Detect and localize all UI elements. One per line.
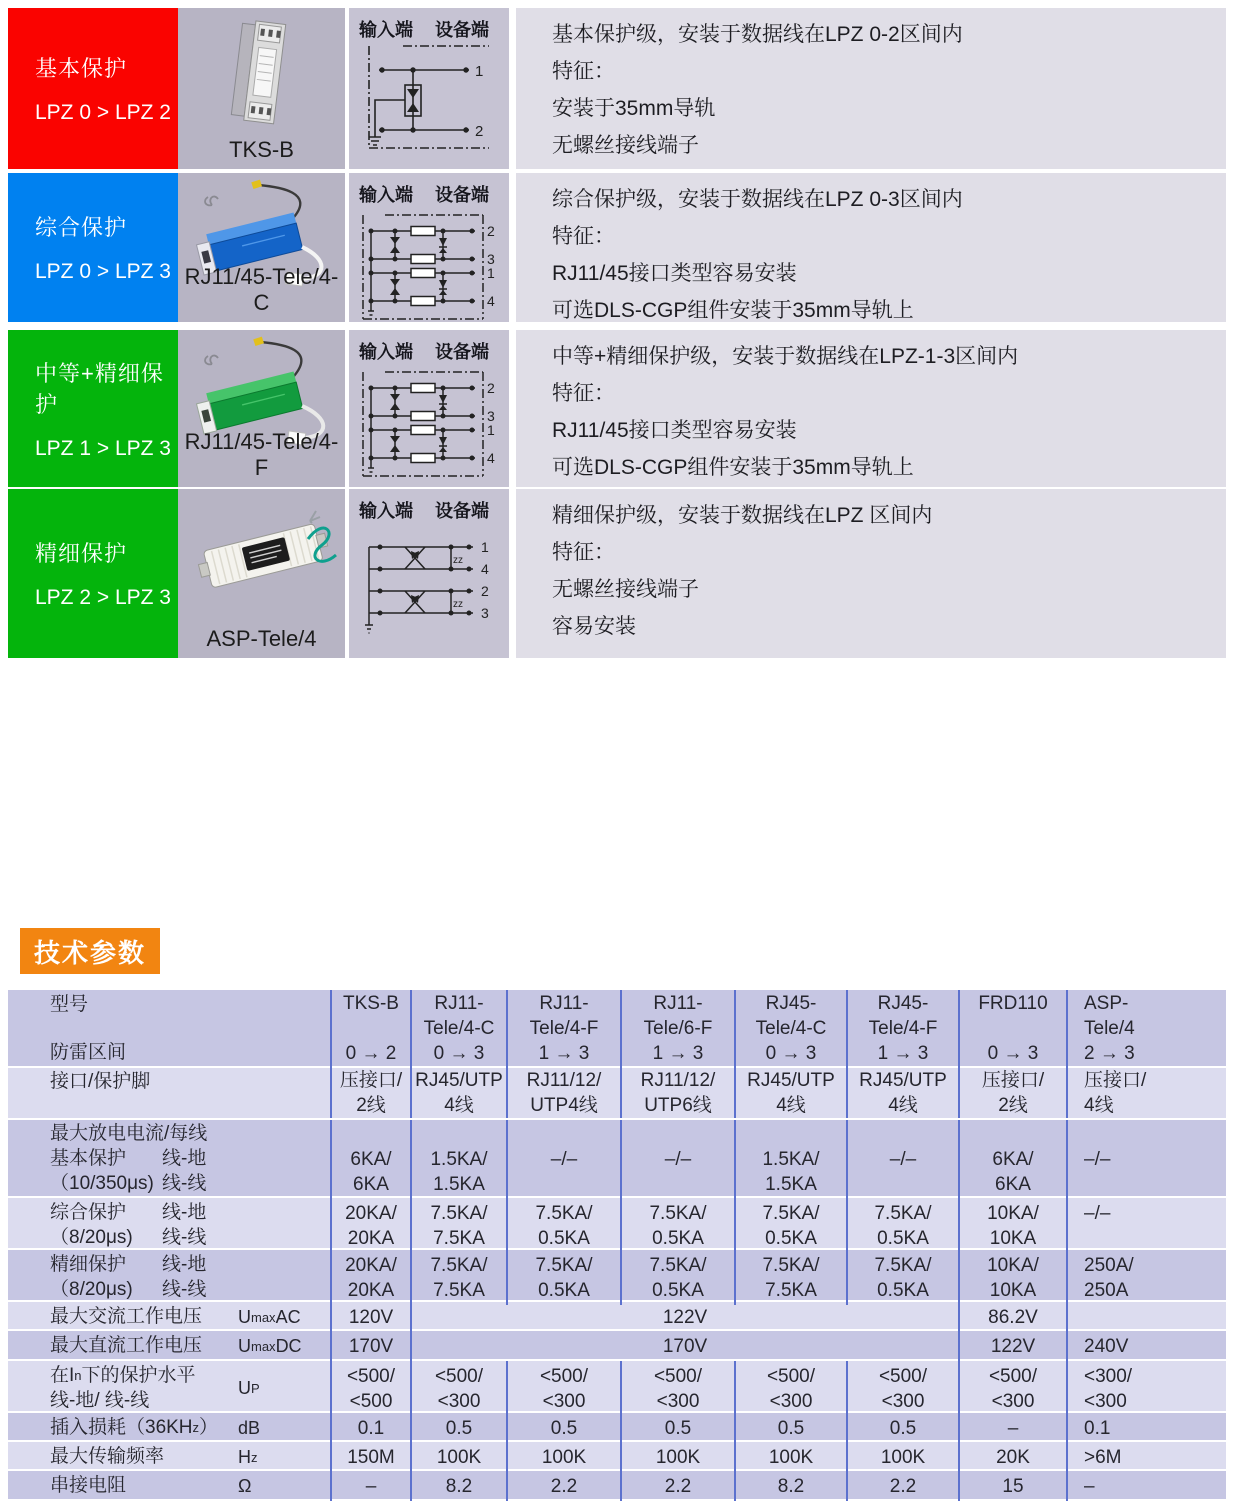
sym-cell: Ω [238, 1475, 252, 1496]
description-line: 综合保护级，安装于数据线在LPZ 0-3区间内 [552, 188, 963, 211]
tech-cell: 100K [410, 1442, 506, 1472]
tech-cell-merged: 170V [410, 1331, 958, 1361]
protection-label [8, 173, 178, 322]
tech-row-label: 插入损耗（36KH z ） [50, 1417, 219, 1438]
tech-cell: <500/ <300 [734, 1361, 846, 1416]
protection-label [8, 489, 178, 658]
tech-cell: <500/ <500 [330, 1361, 410, 1416]
tech-row-discharge-basic [8, 1118, 1226, 1196]
tech-cell: RJ11/12/ UTP4线 [506, 1068, 620, 1118]
sym-cell [238, 990, 330, 1068]
product-cell [178, 330, 345, 487]
tech-row-label: 最大交流工作电压 [50, 1306, 203, 1327]
model-name: Tele/4-F [529, 1018, 599, 1039]
description-line: 中等+精细保护级，安装于数据线在LPZ-1-3区间内 [552, 345, 1019, 368]
tech-cell: 0.5 [734, 1413, 846, 1443]
diagram-input-label: 输入端 [359, 342, 413, 362]
tech-cell: 10KA/ 10KA [958, 1250, 1066, 1305]
pin-label: 1 [475, 63, 484, 80]
description-line: 可选DLS-CGP组件安装于35mm导轨上 [552, 299, 914, 322]
pin-label: 1 [487, 265, 495, 281]
model-name: TKS-B [343, 993, 399, 1014]
product-image-tks-b [187, 10, 337, 132]
tech-cell: 150M [330, 1442, 410, 1472]
tech-cell: – [1066, 1471, 1226, 1501]
description-line: 特征： [552, 541, 615, 564]
tech-cell: 120V [330, 1302, 410, 1332]
tech-row-label: 综合保护 线-地 （8/20μs) 线-线 [50, 1202, 207, 1248]
model-name: RJ11- [539, 993, 589, 1014]
tech-cell: 20K [958, 1442, 1066, 1472]
discharge-title: 最大放电电流/每线 [50, 1123, 208, 1144]
tech-row-db [8, 1411, 1226, 1440]
zone-value: 2 → 3 [1084, 1043, 1135, 1064]
tech-row-umax-ac [8, 1300, 1226, 1329]
tech-cell: 20KA/ 20KA [330, 1198, 410, 1253]
protection-row [8, 8, 1226, 169]
tech-cell [410, 990, 506, 1068]
product-image-asp-tele4 [180, 491, 344, 621]
model-name: Tele/6-F [643, 1018, 713, 1039]
pin-label: 4 [487, 450, 495, 466]
tech-cell [846, 990, 958, 1068]
description-cell [516, 8, 1226, 169]
divider [509, 330, 516, 487]
zener-glyph: zz [453, 599, 463, 610]
diagram-device-label: 设备端 [435, 20, 489, 40]
tech-cell: <500/ <300 [410, 1361, 506, 1416]
tech-row-label: 最大放电电流/每线 基本保护 线-地 （10/350μs) 线-线 [8, 1120, 330, 1199]
sym-cell [238, 1068, 330, 1118]
tech-row-label: 最大传输频率 [50, 1446, 165, 1467]
description-line: RJ11/45接口类型容易安装 [552, 262, 797, 285]
circuit-diagram-cell [349, 173, 509, 322]
lpz-range: LPZ 0 > LPZ 3 [35, 260, 171, 283]
tech-row-hz [8, 1440, 1226, 1469]
description-cell [516, 330, 1226, 487]
pin-label: 3 [487, 408, 495, 424]
zone-value: 1 → 3 [877, 1043, 929, 1064]
tech-cell: 7.5KA/ 0.5KA [846, 1198, 958, 1253]
tech-row-ohm [8, 1469, 1226, 1499]
model-name: RJ45- [765, 993, 817, 1014]
tech-row-label: 最大直流工作电压 [50, 1335, 203, 1356]
tech-cell [620, 990, 734, 1068]
tech-row-model [8, 988, 1226, 1066]
model-name: Tele/4-C [755, 1018, 827, 1039]
tech-cell: – [330, 1471, 410, 1501]
tech-row-discharge-fine [8, 1248, 1226, 1300]
description-line: 可选DLS-CGP组件安装于35mm导轨上 [552, 456, 914, 479]
tech-table [8, 988, 1226, 1499]
protection-row [8, 330, 1226, 487]
tech-cell: 2.2 [620, 1471, 734, 1501]
tech-cell: RJ11/12/ UTP6线 [620, 1068, 734, 1118]
model-name: RJ11- [434, 993, 484, 1014]
model-name [343, 1016, 399, 1041]
tech-cell: 1.5KA/ 1.5KA [734, 1120, 846, 1199]
lpz-range: LPZ 1 > LPZ 3 [35, 436, 171, 460]
circuit-diagram-cell [349, 8, 509, 169]
model-name: FRD110 [978, 993, 1048, 1014]
sym-cell: U P [238, 1378, 260, 1398]
tech-row-up [8, 1359, 1226, 1411]
model-name: RJ11- [653, 993, 703, 1014]
section-title-badge: 技术参数 [20, 928, 160, 974]
tech-cell [506, 990, 620, 1068]
tech-cell: <300/ <300 [1066, 1361, 1226, 1416]
protection-name: 中等+精细保护 [35, 360, 164, 417]
pin-label: 1 [481, 539, 489, 555]
diagram-input-label: 输入端 [359, 20, 413, 40]
tech-cell: 15 [958, 1471, 1066, 1501]
model-name: Tele/4-C [423, 1018, 495, 1039]
zone-value: 0 → 2 [345, 1043, 397, 1064]
description-line: 特征： [552, 225, 615, 248]
description-line: RJ11/45接口类型容易安装 [552, 419, 797, 442]
lpz-range: LPZ 0 > LPZ 2 [35, 101, 171, 124]
tech-cell: –/– [1066, 1120, 1226, 1199]
tech-cell: –/– [506, 1120, 620, 1199]
pin-label: 4 [481, 561, 489, 577]
description-line: 容易安装 [552, 615, 636, 638]
product-name: RJ11/45-Tele/4-C [184, 264, 339, 315]
circuit-diagram-cell [349, 489, 509, 658]
pin-label: 2 [475, 123, 484, 140]
circuit-diagram-cell [349, 330, 509, 487]
tech-cell: 86.2V [958, 1302, 1066, 1332]
tech-cell: 100K [734, 1442, 846, 1472]
protection-name: 精细保护 [35, 541, 128, 566]
tech-cell: 6KA/ 6KA [330, 1120, 410, 1199]
protection-name: 综合保护 [35, 215, 128, 240]
sym-cell: U max AC [238, 1306, 301, 1327]
tech-row-discharge-comp [8, 1196, 1226, 1248]
tech-cell: RJ45/UTP 4线 [734, 1068, 846, 1118]
tech-cell [1066, 990, 1226, 1068]
tech-cell: 0.5 [410, 1413, 506, 1443]
tech-cell: 6KA/ 6KA [958, 1120, 1066, 1199]
zone-value: 1 → 3 [538, 1043, 590, 1064]
tech-row-interface [8, 1066, 1226, 1118]
pin-label: 2 [481, 583, 489, 599]
tech-cell: 2.2 [506, 1471, 620, 1501]
circuit-diagram [355, 207, 501, 329]
product-name: RJ11/45-Tele/4-F [184, 429, 339, 480]
model-name: ASP- [1084, 993, 1129, 1014]
model-name: RJ45- [877, 993, 929, 1014]
protection-label [8, 8, 178, 169]
tech-cell: 0.5 [846, 1413, 958, 1443]
product-cell [178, 8, 345, 169]
description-line: 特征： [552, 382, 615, 405]
model-label: 型号 [50, 994, 89, 1015]
divider [509, 489, 516, 658]
tech-row-umax-dc [8, 1329, 1226, 1359]
tech-cell: 0.5 [506, 1413, 620, 1443]
tech-cell: 2.2 [846, 1471, 958, 1501]
zener-glyph: zz [453, 555, 463, 566]
tech-cell: 7.5KA/ 0.5KA [734, 1198, 846, 1253]
description-line: 无螺丝接线端子 [552, 578, 699, 601]
product-cell [178, 489, 345, 658]
tech-cell [958, 990, 1066, 1068]
tech-cell [330, 990, 410, 1068]
zone-value: 0 → 3 [433, 1043, 485, 1064]
tech-cell-merged: 122V [410, 1302, 958, 1332]
pin-label: 2 [487, 380, 495, 396]
tech-cell: <500/ <300 [958, 1361, 1066, 1416]
tech-cell: 压接口/ 4线 [1066, 1068, 1226, 1118]
description-cell [516, 489, 1226, 658]
tech-cell: 7.5KA/ 0.5KA [506, 1198, 620, 1253]
circuit-diagram [355, 364, 501, 486]
sym-cell: H z [238, 1446, 258, 1467]
zone-value: 1 → 3 [652, 1043, 704, 1064]
diagram-device-label: 设备端 [435, 501, 489, 521]
description-line: 特征： [552, 60, 615, 83]
divider [509, 173, 516, 322]
tech-cell: 100K [620, 1442, 734, 1472]
tech-cell: 250A/ 250A [1066, 1250, 1226, 1305]
zone-label: 防雷区间 [50, 1042, 127, 1063]
pin-label: 4 [487, 293, 495, 309]
tech-cell: 8.2 [734, 1471, 846, 1501]
diagram-input-label: 输入端 [359, 501, 413, 521]
description-cell [516, 173, 1226, 322]
description-line: 安装于35mm导轨 [552, 97, 716, 120]
tech-row-label [8, 990, 238, 1068]
tech-cell: 压接口/ 2线 [958, 1068, 1066, 1118]
tech-cell: 7.5KA/ 7.5KA [410, 1250, 506, 1305]
tech-cell: >6M [1066, 1442, 1226, 1472]
tech-cell: 7.5KA/ 0.5KA [620, 1250, 734, 1305]
tech-cell: 1.5KA/ 1.5KA [410, 1120, 506, 1199]
description-line: 精细保护级，安装于数据线在LPZ 区间内 [552, 504, 933, 527]
tech-cell: 0.5 [620, 1413, 734, 1443]
tech-cell: 7.5KA/ 0.5KA [506, 1250, 620, 1305]
zone-value: 0 → 3 [987, 1043, 1039, 1064]
sym-cell: dB [238, 1417, 261, 1438]
description-line: 基本保护级，安装于数据线在LPZ 0-2区间内 [552, 23, 963, 46]
tech-cell: 7.5KA/ 7.5KA [410, 1198, 506, 1253]
tech-cell: –/– [620, 1120, 734, 1199]
pin-label: 3 [487, 251, 495, 267]
tech-row-label [8, 1068, 238, 1118]
circuit-diagram [355, 42, 501, 160]
tech-cell: 0.1 [1066, 1413, 1226, 1443]
pin-label: 2 [487, 223, 495, 239]
tech-cell: RJ45/UTP 4线 [410, 1068, 506, 1118]
diagram-device-label: 设备端 [435, 342, 489, 362]
diagram-input-label: 输入端 [359, 185, 413, 205]
tech-cell: 20KA/ 20KA [330, 1250, 410, 1305]
tech-cell: RJ45/UTP 4线 [846, 1068, 958, 1118]
product-cell [178, 173, 345, 322]
product-name: TKS-B [229, 137, 294, 162]
sym-cell: U max DC [238, 1335, 302, 1356]
tech-cell [734, 990, 846, 1068]
model-name: Tele/4 [1084, 1018, 1135, 1039]
tech-cell: 122V [958, 1331, 1066, 1361]
tech-cell: 8.2 [410, 1471, 506, 1501]
tech-cell: 10KA/ 10KA [958, 1198, 1066, 1253]
pin-label: 1 [487, 422, 495, 438]
tech-cell: –/– [846, 1120, 958, 1199]
circuit-diagram [355, 523, 501, 643]
model-name [978, 1016, 1047, 1041]
tech-cell: <500/ <300 [506, 1361, 620, 1416]
tech-cell: 压接口/ 2线 [330, 1068, 410, 1118]
tech-cell: <500/ <300 [846, 1361, 958, 1416]
divider [509, 8, 516, 169]
tech-cell: – [958, 1413, 1066, 1443]
tech-row-label: 在I n 下的保护水平 线-地/ 线-线 [50, 1365, 196, 1411]
protection-row [8, 489, 1226, 658]
tech-cell: <500/ <300 [620, 1361, 734, 1416]
tech-cell: 7.5KA/ 0.5KA [846, 1250, 958, 1305]
tech-cell: 100K [506, 1442, 620, 1472]
lpz-range: LPZ 2 > LPZ 3 [35, 586, 171, 609]
protection-row [8, 173, 1226, 322]
tech-cell: 0.1 [330, 1413, 410, 1443]
product-name: ASP-Tele/4 [206, 626, 317, 651]
tech-cell: 100K [846, 1442, 958, 1472]
protection-name: 基本保护 [35, 56, 128, 81]
tech-cell: 170V [330, 1331, 410, 1361]
diagram-device-label: 设备端 [435, 185, 489, 205]
pin-label: 3 [481, 605, 489, 621]
description-line: 无螺丝接线端子 [552, 134, 699, 157]
tech-cell: 7.5KA/ 0.5KA [620, 1198, 734, 1253]
zone-value: 0 → 3 [765, 1043, 817, 1064]
protection-label [8, 330, 178, 487]
model-name: Tele/4-F [868, 1018, 938, 1039]
tech-cell: –/– [1066, 1198, 1226, 1253]
tech-cell: 240V [1066, 1331, 1226, 1361]
tech-cell [1066, 1302, 1226, 1332]
interface-label: 接口/保护脚 [50, 1071, 151, 1092]
tech-row-label: 精细保护 线-地 （8/20μs) 线-线 [50, 1254, 207, 1300]
tech-row-label: 串接电阻 [50, 1475, 127, 1496]
tech-cell: 7.5KA/ 7.5KA [734, 1250, 846, 1305]
